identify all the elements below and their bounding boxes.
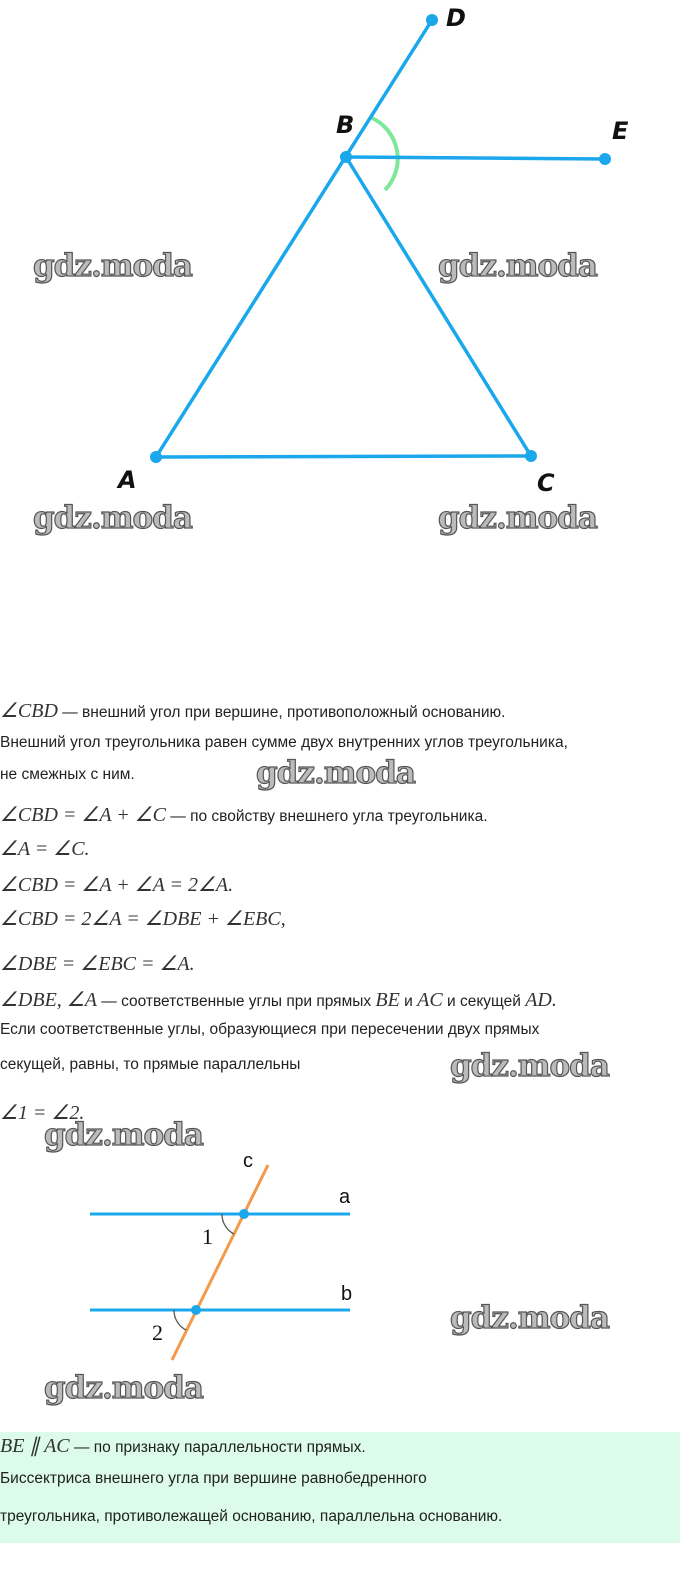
- math-expression: ∠CBD: [0, 700, 58, 722]
- watermark: gdz.moda: [33, 500, 192, 536]
- label-angle-2: 2: [152, 1320, 163, 1345]
- intersection-a: [239, 1209, 249, 1219]
- watermark: gdz.moda: [44, 1370, 203, 1406]
- segment-ac: [156, 456, 531, 457]
- text-segment: Если соответственные углы, образующиеся при пересечении двух прямых: [0, 1021, 540, 1038]
- text-line: [0, 836, 90, 861]
- label-b: B: [336, 111, 355, 139]
- text-line: [0, 698, 505, 723]
- secant-c: [172, 1165, 268, 1360]
- text-line: [0, 906, 286, 931]
- label-e: E: [612, 117, 629, 145]
- point-d: [426, 14, 438, 26]
- math-expression: BE: [375, 989, 400, 1011]
- text-line: [0, 734, 568, 752]
- math-expression: AC: [417, 989, 443, 1011]
- text-segment: — внешний угол при вершине, противоположный основанию.: [57, 704, 506, 721]
- label-a: A: [118, 466, 137, 494]
- math-expression: ∠A = ∠C.: [0, 838, 90, 860]
- angle-2-arc: [174, 1310, 186, 1330]
- triangle-figure: [150, 14, 611, 463]
- text-line: [0, 1021, 539, 1039]
- math-expression: ∠DBE, ∠A: [0, 989, 97, 1011]
- label-d: D: [446, 4, 466, 32]
- point-b: [340, 151, 352, 163]
- text-segment: и секущей: [442, 993, 526, 1010]
- math-expression: BE ∥ AC: [0, 1435, 70, 1457]
- math-expression: ∠CBD = ∠A + ∠A = 2∠A.: [0, 874, 234, 896]
- text-segment: треугольника, противолежащей основанию, параллельна основанию.: [0, 1508, 503, 1525]
- segment-be: [346, 157, 605, 159]
- intersection-b: [191, 1305, 201, 1315]
- angle-arc: [372, 118, 398, 190]
- math-expression: AD.: [525, 989, 557, 1011]
- label-line-b: b: [341, 1283, 353, 1305]
- label-line-c: c: [243, 1150, 253, 1172]
- text-line: [0, 1056, 300, 1074]
- watermark: gdz.moda: [438, 500, 597, 536]
- text-line: [0, 802, 488, 827]
- watermark: gdz.moda: [450, 1300, 609, 1336]
- label-c: C: [537, 469, 555, 497]
- text-line: [0, 766, 135, 784]
- label-line-a: a: [339, 1186, 351, 1208]
- label-angle-1: 1: [202, 1224, 213, 1249]
- text-segment: — по признаку параллельности прямых.: [69, 1439, 366, 1456]
- text-segment: и: [399, 993, 418, 1010]
- segment-bc: [346, 157, 531, 456]
- point-a: [150, 451, 162, 463]
- text-line: [0, 1470, 427, 1488]
- text-segment: секущей, равны, то прямые параллельны: [0, 1056, 301, 1073]
- math-expression: ∠1 = ∠2.: [0, 1102, 85, 1124]
- math-expression: ∠DBE = ∠EBC = ∠A.: [0, 953, 195, 975]
- text-segment: Биссектриса внешнего угла при вершине равнобедренного: [0, 1470, 427, 1487]
- watermark: gdz.moda: [33, 248, 192, 284]
- segment-ad: [156, 20, 432, 457]
- angle-1-arc: [222, 1214, 234, 1234]
- point-e: [599, 153, 611, 165]
- math-expression: ∠CBD = ∠A + ∠C: [0, 804, 166, 826]
- text-segment: не смежных с ним.: [0, 766, 135, 783]
- text-line: [0, 1508, 502, 1526]
- parallel-lines-figure: [90, 1165, 353, 1360]
- math-expression: ∠CBD = 2∠A = ∠DBE + ∠EBC,: [0, 908, 286, 930]
- text-line: [0, 987, 557, 1012]
- watermark: gdz.moda: [438, 248, 597, 284]
- text-segment: Внешний угол треугольника равен сумме двух внутренних углов треугольника,: [0, 734, 568, 751]
- watermark: gdz.moda: [44, 1117, 203, 1153]
- text-line: [0, 1433, 366, 1458]
- text-segment: — соответственные углы при прямых: [96, 993, 376, 1010]
- text-segment: — по свойству внешнего угла треугольника.: [165, 808, 488, 825]
- watermark: gdz.moda: [256, 755, 415, 791]
- point-c: [525, 450, 537, 462]
- text-line: [0, 951, 195, 976]
- text-line: [0, 872, 233, 897]
- watermark: gdz.moda: [450, 1048, 609, 1084]
